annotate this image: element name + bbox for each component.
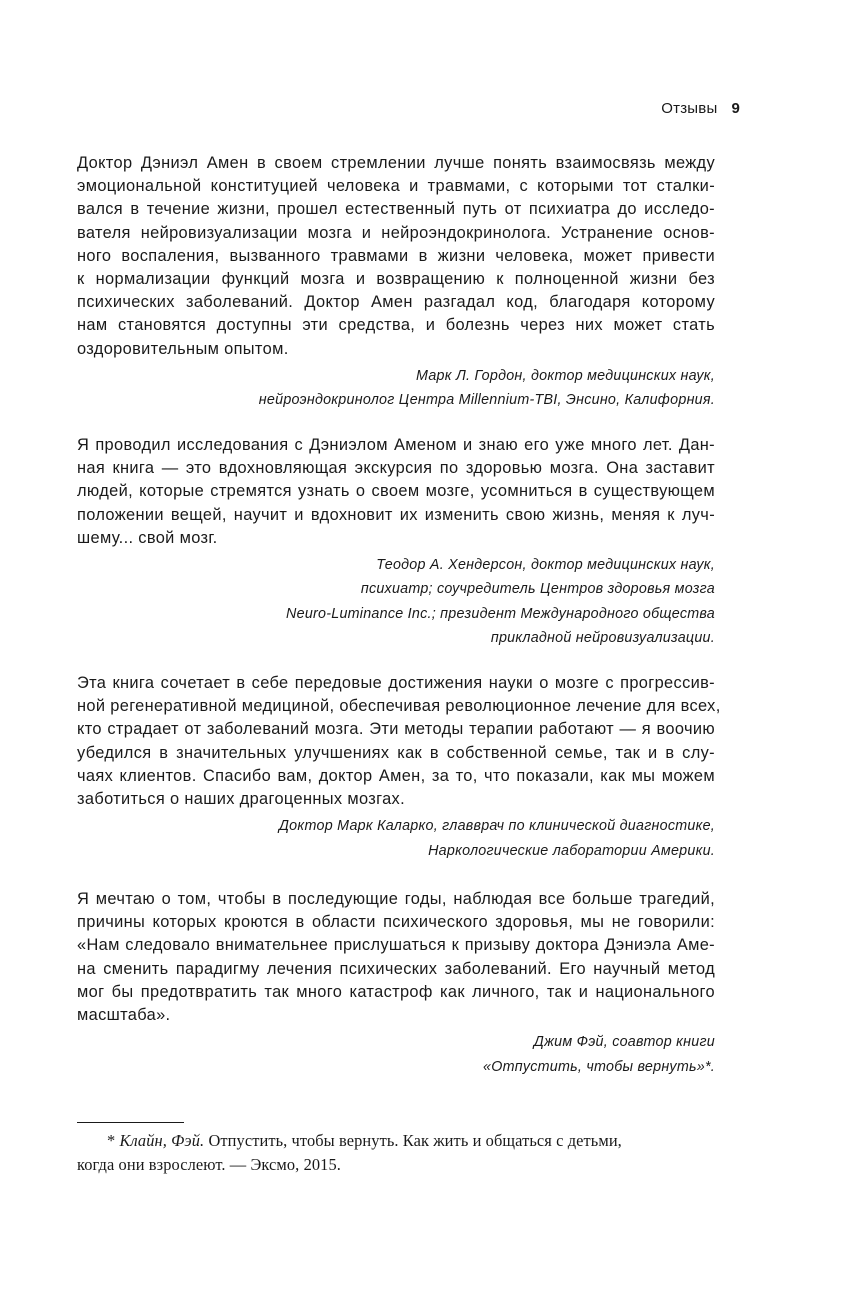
attribution-line: Джим Фэй, соавтор книги (533, 1034, 715, 1051)
text-line: положении вещей, научит и вдохновит их изменить свою жизнь, меняя к луч- (77, 505, 715, 524)
footnote-author: Клайн, Фэй. (119, 1131, 205, 1150)
text-line: шему... свой мозг. (77, 528, 218, 547)
text-line: к нормализации функций мозга и возвращению к полноценной жизни без (77, 270, 715, 289)
text-line: мог бы предотвратить так много катастроф как личного, так и национального (77, 982, 715, 1001)
text-line: людей, которые стремятся узнать о своем мозге, усомниться в существующем (77, 482, 715, 501)
text-line: заботиться о наших драгоценных мозгах. (77, 790, 405, 809)
testimonial-text (77, 672, 721, 811)
text-line: Я мечтаю о том, чтобы в последующие годы, наблюдая все больше трагедий, (77, 890, 715, 908)
testimonial-text (77, 434, 715, 550)
text-line: нам становятся доступны эти средства, и болезнь через них может стать (77, 316, 715, 335)
attribution-line: Neuro-Luminance Inc.; президент Международного общества (286, 605, 715, 622)
attribution (77, 553, 715, 650)
attribution-line: нейроэндокринолог Центра Millennium-TBI, Энсино, Калифорния. (258, 392, 715, 409)
text-line: Я проводил исследования с Дэниэлом Аменом и знаю его уже много лет. Дан- (77, 436, 715, 454)
text-line: причины которых кроются в области психического здоровья, мы не говорили: (77, 913, 715, 932)
testimonial-text (77, 888, 715, 1027)
footnote (77, 1129, 715, 1177)
testimonial-2 (77, 434, 715, 650)
attribution-line: Доктор Марк Каларко, главврач по клинической диагностике, (278, 818, 715, 835)
text-line: на сменить парадигму лечения психических заболеваний. Его научный метод (77, 959, 715, 978)
text-line: оздоровительным опытом. (77, 339, 289, 358)
testimonial-4 (77, 888, 715, 1079)
attribution (77, 1030, 715, 1079)
attribution (77, 814, 715, 863)
footnote-line-2: когда они взрослеют. — Эксмо, 2015. (77, 1155, 341, 1174)
footnote-line-1 (77, 1129, 715, 1153)
text-line: ного воспаления, вызванного травмами в жизни человека, может привести (77, 246, 715, 265)
attribution-line: психиатр; соучредитель Центров здоровья мозга (360, 581, 715, 598)
text-line: Эта книга сочетает в себе передовые достижения науки о мозге с прогрессив- (77, 674, 715, 692)
text-line: масштаба». (77, 1006, 171, 1025)
running-head (661, 100, 740, 117)
footnote-title: Отпустить, чтобы вернуть. Как жить и общаться с детьми, (208, 1131, 622, 1150)
attribution-line: Марк Л. Гордон, доктор медицинских наук, (416, 367, 715, 384)
attribution (77, 364, 715, 413)
page-number: 9 (731, 100, 740, 117)
text-line: чаях клиентов. Спасибо вам, доктор Амен, за то, что показали, как мы можем (77, 766, 715, 785)
text-line: убедился в значительных улучшениях как в собственной семье, так и в слу- (77, 743, 715, 762)
testimonial-3 (77, 672, 721, 863)
text-line: «Нам следовало внимательнее прислушаться к призыву доктора Дэниэла Аме- (77, 936, 715, 955)
text-line: вался в течение жизни, прошел естественный путь от психиатра до исследо- (77, 200, 715, 219)
testimonial-text (77, 152, 715, 361)
attribution-line: «Отпустить, чтобы вернуть»*. (483, 1058, 715, 1075)
text-line: ная книга — это вдохновляющая экскурсия по здоровью мозга. Она заставит (77, 459, 715, 478)
footnote-marker: * (107, 1131, 116, 1150)
testimonial-1 (77, 152, 715, 412)
text-line: эмоциональной конституцией человека и травмами, с которыми тот сталки- (77, 177, 715, 196)
text-line: кто страдает от заболеваний мозга. Эти методы терапии работают — я воочию (77, 720, 715, 739)
attribution-line: Наркологические лаборатории Америки. (428, 842, 715, 859)
attribution-line: прикладной нейровизуализации. (490, 629, 715, 646)
text-line: Доктор Дэниэл Амен в своем стремлении лучше понять взаимосвязь между (77, 154, 715, 172)
text-line: психических заболеваний. Доктор Амен разгадал код, благодаря которому (77, 293, 715, 312)
attribution-line: Теодор А. Хендерсон, доктор медицинских наук, (376, 557, 715, 574)
section-title: Отзывы (661, 100, 718, 117)
footnote-divider (77, 1122, 184, 1123)
text-line: вателя нейровизуализации мозга и нейроэндокринолога. Устранение основ- (77, 223, 715, 242)
text-line: ной регенеративной медициной, обеспечивая революционное лечение для всех, (77, 697, 721, 716)
